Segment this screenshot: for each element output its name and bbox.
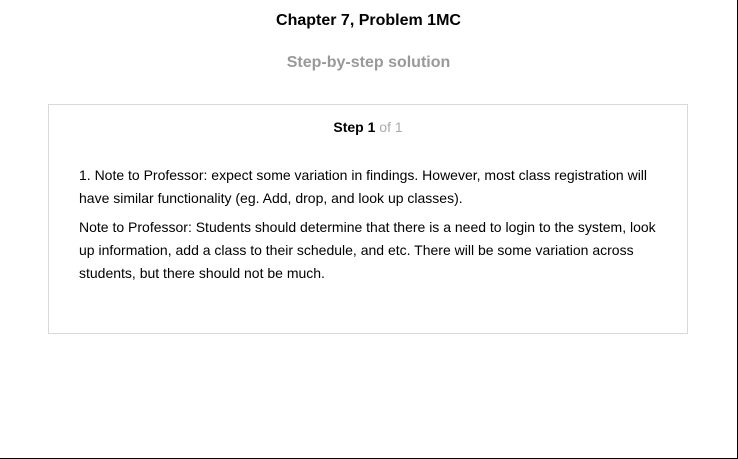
step-word: Step <box>333 119 364 135</box>
step-body <box>79 164 669 291</box>
step-label <box>333 119 375 135</box>
chapter-title: Chapter 7, Problem 1MC <box>276 12 461 29</box>
step-number: 1 <box>367 119 376 135</box>
step-paragraph-2: Note to Professor: Students should determine that there is a need to login to the system, look up information, add a class to their schedule, and etc. There will be some variation across students, but there should not be much. <box>79 219 656 281</box>
step-of-total: of 1 <box>379 119 403 135</box>
step-card <box>48 104 688 334</box>
step-header <box>49 118 687 136</box>
solution-subtitle: Step-by-step solution <box>286 54 451 71</box>
step-paragraph-1: 1. Note to Professor: expect some variation in findings. However, most class registration will have similar functionality (eg. Add, drop, and look up classes). <box>79 167 648 206</box>
